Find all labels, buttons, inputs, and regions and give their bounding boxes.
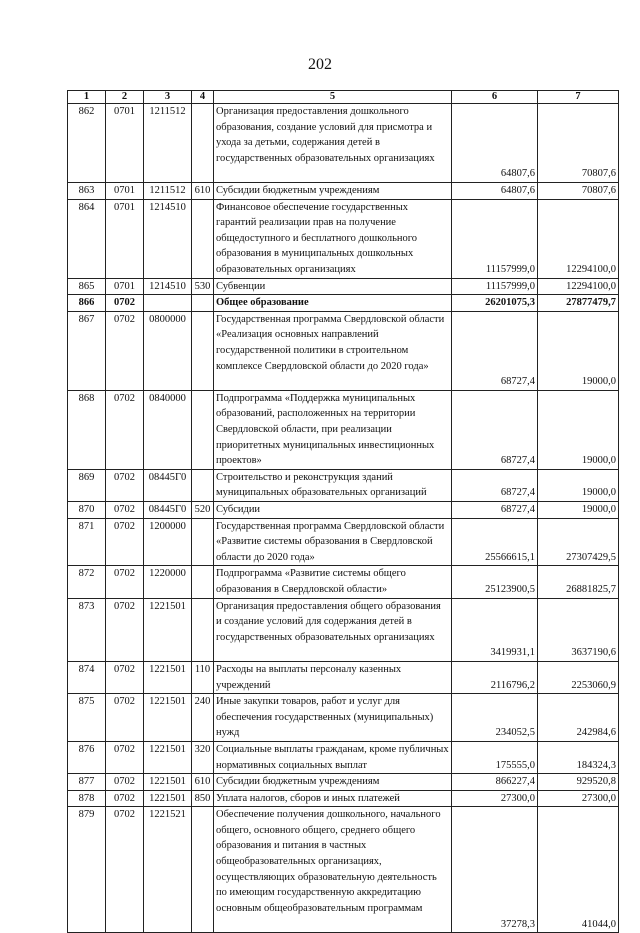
cell-amount-col6: 11157999,0	[452, 278, 538, 295]
cell-target-article: 0840000	[144, 390, 192, 469]
cell-section: 0702	[106, 741, 144, 773]
table-row	[68, 390, 619, 469]
cell-name: Субсидии бюджетным учреждениям	[214, 183, 452, 200]
cell-name: Общее образование	[214, 295, 452, 312]
table-body	[68, 104, 619, 933]
cell-target-article: 0800000	[144, 311, 192, 390]
cell-expense-type: 610	[192, 774, 214, 791]
cell-section: 0702	[106, 295, 144, 312]
cell-expense-type	[192, 295, 214, 312]
cell-name: Строительство и реконструкция зданий муниципальных образовательных организаций	[214, 469, 452, 501]
cell-expense-type: 520	[192, 501, 214, 518]
cell-expense-type: 610	[192, 183, 214, 200]
cell-expense-type	[192, 199, 214, 278]
cell-name: Субсидии бюджетным учреждениям	[214, 774, 452, 791]
cell-section: 0702	[106, 469, 144, 501]
cell-amount-col7: 26881825,7	[538, 566, 619, 598]
cell-amount-col7: 27300,0	[538, 790, 619, 807]
cell-name: Подпрограмма «Развитие системы общего образования в Свердловской области»	[214, 566, 452, 598]
cell-name: Иные закупки товаров, работ и услуг для обеспечения государственных (муниципальных) нужд	[214, 694, 452, 742]
cell-amount-col7: 19000,0	[538, 390, 619, 469]
table-row	[68, 694, 619, 742]
cell-expense-type	[192, 390, 214, 469]
cell-target-article: 1221501	[144, 790, 192, 807]
header-col-3: 3	[144, 91, 192, 104]
table-row	[68, 183, 619, 200]
cell-amount-col6: 175555,0	[452, 741, 538, 773]
table-row	[68, 311, 619, 390]
cell-section: 0701	[106, 104, 144, 183]
cell-section: 0702	[106, 311, 144, 390]
cell-number: 877	[68, 774, 106, 791]
cell-number: 866	[68, 295, 106, 312]
table-row	[68, 807, 619, 933]
cell-number: 874	[68, 661, 106, 693]
cell-section: 0702	[106, 501, 144, 518]
cell-amount-col7: 12294100,0	[538, 278, 619, 295]
cell-expense-type	[192, 566, 214, 598]
cell-section: 0702	[106, 518, 144, 566]
cell-expense-type	[192, 469, 214, 501]
cell-name: Финансовое обеспечение государственных гарантий реализации прав на получение общедоступного и бесплатного дошкольного образования в муниципальных дошкольных образовательных организациях	[214, 199, 452, 278]
cell-expense-type: 320	[192, 741, 214, 773]
cell-amount-col6: 25566615,1	[452, 518, 538, 566]
cell-amount-col7: 27877479,7	[538, 295, 619, 312]
header-col-2: 2	[106, 91, 144, 104]
cell-number: 868	[68, 390, 106, 469]
cell-number: 873	[68, 598, 106, 661]
cell-target-article: 1211512	[144, 183, 192, 200]
cell-target-article: 1221501	[144, 741, 192, 773]
cell-amount-col6: 2116796,2	[452, 661, 538, 693]
cell-section: 0701	[106, 199, 144, 278]
cell-section: 0702	[106, 390, 144, 469]
cell-name: Организация предоставления общего образования и создание условий для содержания детей в государственных образовательных организациях	[214, 598, 452, 661]
cell-name: Уплата налогов, сборов и иных платежей	[214, 790, 452, 807]
cell-amount-col6: 11157999,0	[452, 199, 538, 278]
cell-section: 0702	[106, 790, 144, 807]
cell-name: Организация предоставления дошкольного образования, создание условий для присмотра и ухода за детьми, содержания детей в государственных образовательных организациях	[214, 104, 452, 183]
table-row	[68, 295, 619, 312]
table-row	[68, 104, 619, 183]
cell-number: 865	[68, 278, 106, 295]
cell-amount-col7: 19000,0	[538, 469, 619, 501]
budget-table	[67, 90, 619, 933]
cell-target-article: 1214510	[144, 199, 192, 278]
cell-expense-type: 530	[192, 278, 214, 295]
cell-number: 869	[68, 469, 106, 501]
cell-target-article: 1211512	[144, 104, 192, 183]
cell-amount-col7: 929520,8	[538, 774, 619, 791]
header-col-6: 6	[452, 91, 538, 104]
cell-target-article: 1214510	[144, 278, 192, 295]
cell-name: Социальные выплаты гражданам, кроме публичных нормативных социальных выплат	[214, 741, 452, 773]
cell-expense-type	[192, 518, 214, 566]
cell-expense-type	[192, 311, 214, 390]
cell-expense-type: 240	[192, 694, 214, 742]
cell-name: Государственная программа Свердловской области «Реализация основных направлений государственной политики в строительном комплексе Свердловской области до 2020 года»	[214, 311, 452, 390]
cell-number: 871	[68, 518, 106, 566]
cell-amount-col6: 25123900,5	[452, 566, 538, 598]
cell-amount-col6: 3419931,1	[452, 598, 538, 661]
cell-section: 0702	[106, 774, 144, 791]
cell-amount-col7: 242984,6	[538, 694, 619, 742]
cell-expense-type	[192, 104, 214, 183]
cell-target-article: 1200000	[144, 518, 192, 566]
cell-name: Субвенции	[214, 278, 452, 295]
cell-amount-col7: 70807,6	[538, 183, 619, 200]
cell-amount-col6: 68727,4	[452, 311, 538, 390]
header-col-7: 7	[538, 91, 619, 104]
cell-amount-col7: 41044,0	[538, 807, 619, 933]
cell-amount-col7: 70807,6	[538, 104, 619, 183]
cell-number: 864	[68, 199, 106, 278]
cell-amount-col6: 37278,3	[452, 807, 538, 933]
cell-amount-col6: 26201075,3	[452, 295, 538, 312]
table-row	[68, 566, 619, 598]
cell-amount-col7: 19000,0	[538, 501, 619, 518]
cell-amount-col6: 64807,6	[452, 104, 538, 183]
cell-target-article: 1221501	[144, 661, 192, 693]
cell-amount-col7: 19000,0	[538, 311, 619, 390]
cell-number: 863	[68, 183, 106, 200]
cell-number: 862	[68, 104, 106, 183]
table-row	[68, 501, 619, 518]
table-row	[68, 790, 619, 807]
header-col-1: 1	[68, 91, 106, 104]
cell-amount-col6: 234052,5	[452, 694, 538, 742]
cell-target-article: 1221501	[144, 774, 192, 791]
cell-section: 0702	[106, 807, 144, 933]
cell-amount-col7: 27307429,5	[538, 518, 619, 566]
cell-number: 878	[68, 790, 106, 807]
cell-section: 0702	[106, 694, 144, 742]
cell-target-article: 08445Г0	[144, 501, 192, 518]
table-row	[68, 199, 619, 278]
cell-target-article: 1221521	[144, 807, 192, 933]
cell-number: 876	[68, 741, 106, 773]
cell-section: 0702	[106, 566, 144, 598]
cell-section: 0702	[106, 598, 144, 661]
cell-section: 0701	[106, 183, 144, 200]
cell-name: Расходы на выплаты персоналу казенных учреждений	[214, 661, 452, 693]
cell-name: Государственная программа Свердловской области «Развитие системы образования в Свердловской области до 2020 года»	[214, 518, 452, 566]
cell-section: 0701	[106, 278, 144, 295]
cell-amount-col6: 68727,4	[452, 469, 538, 501]
cell-target-article: 1220000	[144, 566, 192, 598]
header-col-4: 4	[192, 91, 214, 104]
cell-target-article: 08445Г0	[144, 469, 192, 501]
cell-expense-type: 850	[192, 790, 214, 807]
table-row	[68, 518, 619, 566]
cell-amount-col6: 27300,0	[452, 790, 538, 807]
cell-number: 867	[68, 311, 106, 390]
cell-section: 0702	[106, 661, 144, 693]
header-col-5: 5	[214, 91, 452, 104]
page-number: 202	[308, 56, 332, 73]
table-row	[68, 741, 619, 773]
cell-number: 879	[68, 807, 106, 933]
cell-number: 875	[68, 694, 106, 742]
cell-amount-col6: 68727,4	[452, 390, 538, 469]
cell-expense-type	[192, 598, 214, 661]
table-row	[68, 774, 619, 791]
cell-amount-col7: 184324,3	[538, 741, 619, 773]
table-row	[68, 661, 619, 693]
cell-expense-type: 110	[192, 661, 214, 693]
table-row	[68, 469, 619, 501]
cell-target-article: 1221501	[144, 694, 192, 742]
cell-expense-type	[192, 807, 214, 933]
cell-amount-col6: 866227,4	[452, 774, 538, 791]
cell-name: Обеспечение получения дошкольного, начального общего, основного общего, среднего общего образования и питания в частных общеобразовательных организациях, осуществляющих образовательную деятельность по имеющим государственную аккредитацию основным общеобразовательным программам	[214, 807, 452, 933]
cell-amount-col6: 68727,4	[452, 501, 538, 518]
cell-amount-col6: 64807,6	[452, 183, 538, 200]
cell-name: Субсидии	[214, 501, 452, 518]
cell-target-article	[144, 295, 192, 312]
cell-amount-col7: 12294100,0	[538, 199, 619, 278]
cell-number: 870	[68, 501, 106, 518]
table-row	[68, 598, 619, 661]
cell-amount-col7: 3637190,6	[538, 598, 619, 661]
cell-name: Подпрограмма «Поддержка муниципальных образований, расположенных на территории Свердловской области, при реализации приоритетных муниципальных инвестиционных проектов»	[214, 390, 452, 469]
cell-target-article: 1221501	[144, 598, 192, 661]
cell-number: 872	[68, 566, 106, 598]
table-row	[68, 278, 619, 295]
cell-amount-col7: 2253060,9	[538, 661, 619, 693]
header-row	[68, 91, 619, 104]
